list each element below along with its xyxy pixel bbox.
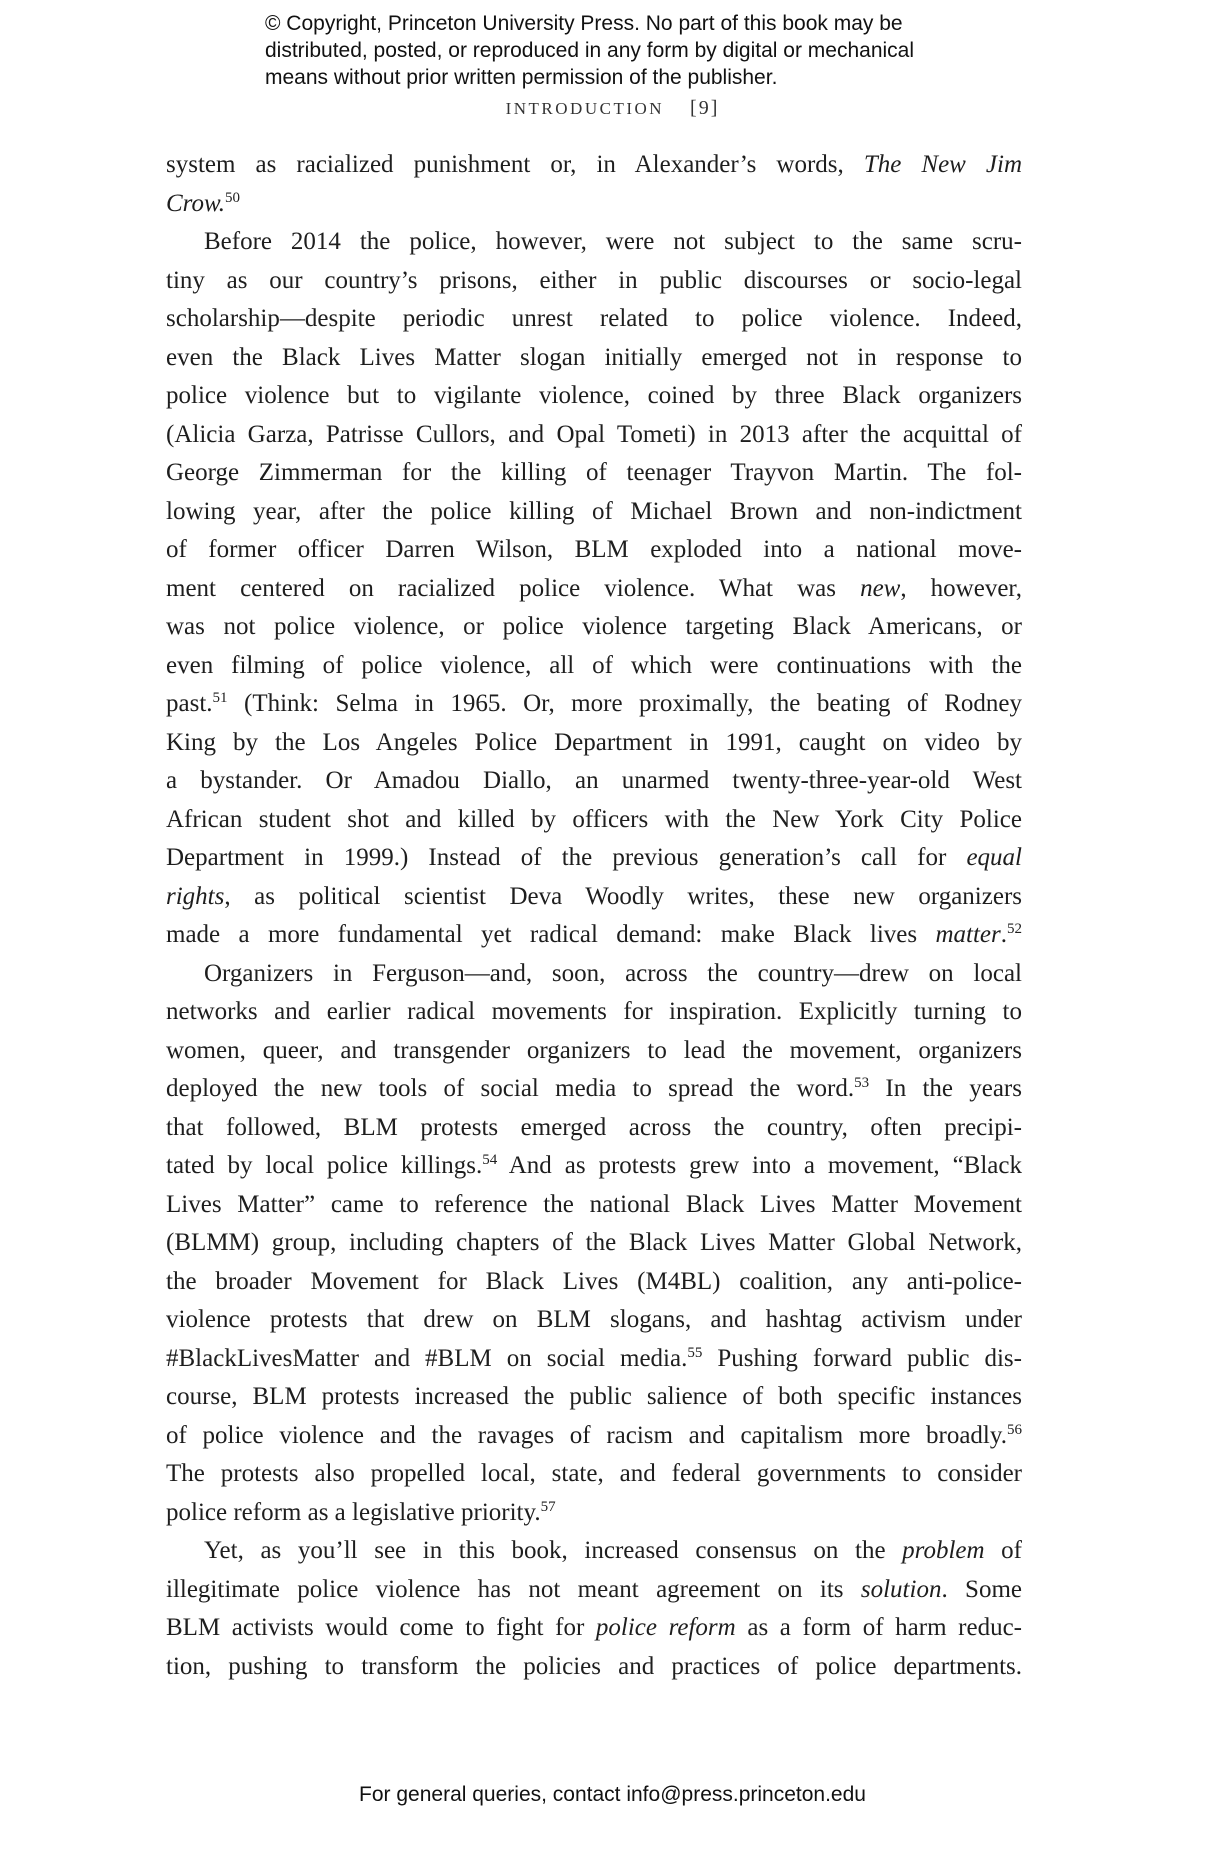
text-run: , however, xyxy=(900,574,1022,602)
text-run: The protests also propelled local, state, and federal governments to consider xyxy=(166,1460,1022,1487)
text-run: Department in 1999.) Instead of the previous generation’s call for xyxy=(166,844,967,871)
italic-text: Crow. xyxy=(166,189,226,217)
text-run: made a more fundamental yet radical demand: make Black lives xyxy=(166,921,936,948)
text-line xyxy=(166,1417,1022,1456)
text-run: Lives Matter” came to reference the national Black Lives Matter Movement xyxy=(166,1190,1022,1218)
text-run: tiny as our country’s prisons, either in public discourses or socio-legal xyxy=(166,266,1022,294)
text-run: Yet, as you’ll see in this book, increased consensus on the xyxy=(204,1537,903,1564)
footnote-ref: 50 xyxy=(225,189,241,206)
text-line xyxy=(166,1571,1022,1610)
text-line xyxy=(166,1301,1022,1340)
text-run: a bystander. Or Amadou Diallo, an unarmed twenty-three-year-old West xyxy=(166,767,1022,794)
text-run: King by the Los Angeles Police Department in 1991, caught on video by xyxy=(166,728,1022,756)
text-line xyxy=(166,801,1022,840)
footnote-ref: 53 xyxy=(854,1075,870,1091)
text-run: And as protests grew into a movement, “Black xyxy=(497,1152,1022,1179)
footnote-ref: 52 xyxy=(1007,921,1022,937)
text-line xyxy=(166,685,1022,724)
italic-text: solution xyxy=(860,1575,942,1603)
page-number: [9] xyxy=(690,97,720,119)
text-line xyxy=(166,1378,1022,1417)
text-line xyxy=(166,262,1022,301)
italic-text: new xyxy=(860,574,901,602)
text-line xyxy=(166,531,1022,570)
text-run: (Think: Selma in 1965. Or, more proximally, the beating of Rodney xyxy=(227,690,1022,717)
text-line xyxy=(166,223,1022,262)
text-run: police violence but to vigilante violence, coined by three Black organizers xyxy=(166,382,1022,409)
text-run: Organizers in Ferguson—and, soon, across the country—drew on local xyxy=(204,959,1022,987)
body-text xyxy=(166,146,1022,1686)
text-run: tated by local police killings. xyxy=(166,1152,483,1179)
text-run: deployed the new tools of social media to spread the word. xyxy=(166,1075,855,1102)
text-run: women, queer, and transgender organizers to lead the movement, organizers xyxy=(166,1036,1022,1064)
italic-text: rights xyxy=(166,882,225,910)
text-run: of xyxy=(984,1537,1022,1564)
text-run: , as political scientist Deva Woodly writes, these new organizers xyxy=(224,882,1022,910)
text-line xyxy=(166,878,1022,917)
text-line xyxy=(166,185,1022,224)
text-line xyxy=(166,647,1022,686)
footnote-ref: 55 xyxy=(687,1344,703,1361)
footer-contact: For general queries, contact info@press.princeton.edu xyxy=(359,1783,866,1806)
text-run: tion, pushing to transform the policies and practices of police departments. xyxy=(166,1652,1022,1680)
text-run: of police violence and the ravages of racism and capitalism more broadly. xyxy=(166,1421,1007,1449)
text-run: . Some xyxy=(941,1575,1023,1603)
text-run: even the Black Lives Matter slogan initially emerged not in response to xyxy=(166,343,1022,371)
italic-text: equal xyxy=(966,844,1022,871)
copyright-line: distributed, posted, or reproduced in any form by digital or mechanical xyxy=(265,39,915,62)
text-line xyxy=(166,1224,1022,1263)
text-line xyxy=(166,416,1022,455)
text-line xyxy=(166,1109,1022,1148)
copyright-line: means without prior written permission of the publisher. xyxy=(265,66,778,89)
italic-text: matter xyxy=(935,921,1001,948)
text-line xyxy=(166,454,1022,493)
text-run: scholarship—despite periodic unrest related to police violence. Indeed, xyxy=(166,305,1022,332)
text-line xyxy=(166,1532,1022,1571)
text-run: even filming of police violence, all of which were continuations with the xyxy=(166,651,1022,679)
text-run: police reform as a legislative priority. xyxy=(166,1498,541,1526)
text-run: violence protests that drew on BLM slogans, and hashtag activism under xyxy=(166,1306,1022,1333)
text-run: (BLMM) group, including chapters of the Black Lives Matter Global Network, xyxy=(166,1229,1022,1256)
text-line xyxy=(166,762,1022,801)
text-run: was not police violence, or police violence targeting Black Americans, or xyxy=(166,613,1022,640)
copyright-notice xyxy=(265,10,985,91)
text-run: course, BLM protests increased the public salience of both specific instances xyxy=(166,1383,1022,1410)
text-run: lowing year, after the police killing of Michael Brown and non-indictment xyxy=(166,497,1022,525)
text-line xyxy=(166,570,1022,609)
footnote-ref: 56 xyxy=(1007,1421,1022,1438)
text-line xyxy=(166,1070,1022,1109)
text-run: African student shot and killed by officers with the New York City Police xyxy=(166,805,1022,833)
text-run: BLM activists would come to fight for xyxy=(166,1614,596,1641)
text-line xyxy=(166,724,1022,763)
text-line xyxy=(166,1263,1022,1302)
text-line xyxy=(166,955,1022,994)
footnote-ref: 51 xyxy=(212,690,228,706)
italic-text: police reform xyxy=(595,1614,736,1641)
text-run: (Alicia Garza, Patrisse Cullors, and Opal Tometi) in 2013 after the acquittal of xyxy=(166,420,1022,448)
footnote-ref: 54 xyxy=(482,1152,498,1168)
text-line xyxy=(166,993,1022,1032)
text-run: the broader Movement for Black Lives (M4BL) coalition, any anti-police- xyxy=(166,1267,1022,1295)
text-run: that followed, BLM protests emerged across the country, often precipi- xyxy=(166,1113,1022,1141)
text-run: system as racialized punishment or, in Alexander’s words, xyxy=(166,151,864,178)
text-run: of former officer Darren Wilson, BLM exploded into a national move- xyxy=(166,536,1022,563)
text-run: . xyxy=(1000,921,1007,948)
footnote-ref: 57 xyxy=(540,1498,556,1515)
text-line xyxy=(166,1186,1022,1225)
text-line xyxy=(166,300,1022,339)
text-line xyxy=(166,1032,1022,1071)
text-run: as a form of harm reduc- xyxy=(735,1614,1022,1641)
text-line xyxy=(166,1147,1022,1186)
text-line xyxy=(166,1455,1022,1494)
text-line xyxy=(166,146,1022,185)
text-line xyxy=(166,608,1022,647)
chapter-title: INTRODUCTION xyxy=(505,99,665,118)
copyright-line: © Copyright, Princeton University Press. No part of this book may be xyxy=(265,12,903,35)
text-line xyxy=(166,1494,1022,1533)
text-line xyxy=(166,916,1022,955)
text-line xyxy=(166,1340,1022,1379)
italic-text: problem xyxy=(902,1537,985,1564)
text-line xyxy=(166,1609,1022,1648)
text-run: Before 2014 the police, however, were not subject to the same scru- xyxy=(204,228,1022,255)
text-line xyxy=(166,377,1022,416)
text-run: illegitimate police violence has not meant agreement on its xyxy=(166,1575,861,1603)
text-line xyxy=(166,1648,1022,1687)
text-run: Pushing forward public dis- xyxy=(702,1344,1022,1372)
text-run: In the years xyxy=(869,1075,1022,1102)
text-line xyxy=(166,493,1022,532)
text-line xyxy=(166,339,1022,378)
text-run: past. xyxy=(166,690,213,717)
running-head xyxy=(0,97,1225,120)
text-run: ment centered on racialized police violence. What was xyxy=(166,574,861,602)
text-line xyxy=(166,839,1022,878)
text-run: #BlackLivesMatter and #BLM on social media. xyxy=(166,1344,688,1372)
italic-text: The New Jim xyxy=(863,151,1023,178)
text-run: networks and earlier radical movements for inspiration. Explicitly turning to xyxy=(166,998,1022,1025)
text-run: George Zimmerman for the killing of teenager Trayvon Martin. The fol- xyxy=(166,459,1022,486)
